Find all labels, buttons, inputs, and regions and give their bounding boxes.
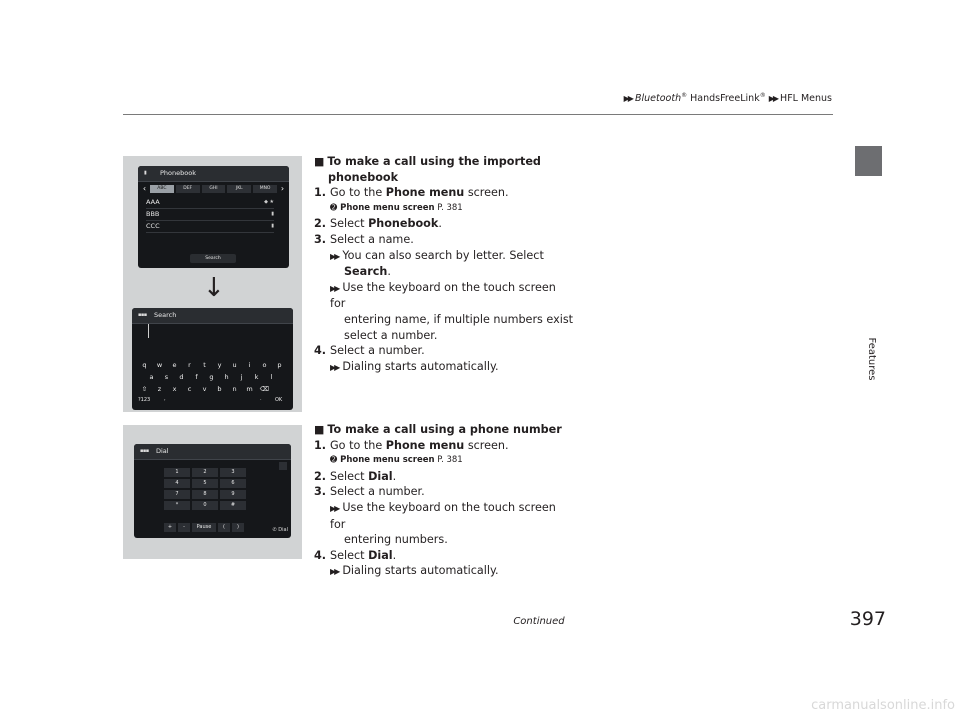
dial-key-close-paren: )	[232, 523, 244, 532]
watermark: carmanualsonline.info	[811, 698, 955, 713]
dial-keypad	[164, 468, 246, 510]
phonebook-tabs	[140, 184, 287, 193]
key: b	[217, 385, 222, 393]
step-1: 1. Go to the Phone menu screen.	[314, 438, 509, 452]
reference-arrow-icon: ➋	[330, 202, 338, 213]
delete-key	[279, 462, 287, 470]
phone-type-icon: ▮	[271, 211, 274, 217]
dial-screen	[134, 444, 291, 538]
key: z	[157, 385, 162, 393]
step-1: 1. Go to the Phone menu screen.	[314, 186, 509, 200]
grid-icon: ▪▪▪	[138, 312, 147, 318]
chevron-left-icon: ‹	[142, 184, 147, 193]
chevron-right-icon: ▶▶	[330, 362, 339, 372]
step-3: 3. Select a number.	[314, 485, 425, 499]
dial-key-minus: -	[178, 523, 190, 532]
key: o	[262, 361, 267, 369]
key: e	[172, 361, 177, 369]
registered-mark: ®	[681, 92, 688, 99]
breadcrumb-hfl-menus: HFL Menus	[780, 93, 832, 105]
key: l	[270, 373, 273, 381]
step-note-cont: entering numbers.	[344, 533, 448, 547]
chevron-right-icon: ▶▶	[330, 251, 339, 261]
section-heading: ■ To make a call using the imported	[314, 155, 541, 168]
step-note: ▶▶ Dialing starts automatically.	[330, 359, 499, 373]
cross-reference: ➋ Phone menu screen P. 381	[330, 455, 463, 466]
keyboard-row-1	[137, 360, 287, 370]
section-phone-number	[314, 422, 574, 580]
phone-icon: ▮	[144, 170, 147, 176]
list-item: BBB ▮	[146, 209, 274, 221]
search-button: Search	[190, 254, 236, 263]
key: q	[142, 361, 147, 369]
square-bullet-icon: ■	[314, 155, 325, 168]
dial-key: 0	[192, 501, 218, 510]
phone-type-icon: ▮	[271, 223, 274, 229]
dial-key: 7	[164, 490, 190, 499]
key: p	[277, 361, 282, 369]
search-title: ▪▪▪ Search	[132, 308, 293, 324]
dial-bottom-row	[164, 523, 244, 532]
step-4: 4. Select a number.	[314, 344, 425, 358]
shift-icon: ⇧	[141, 385, 148, 393]
key: t	[203, 361, 206, 369]
key: w	[156, 361, 163, 369]
side-tab	[855, 146, 882, 176]
tab-jkl: JKL	[227, 185, 251, 193]
section-heading-cont: phonebook	[328, 170, 399, 184]
key-period: .	[260, 396, 262, 402]
key: d	[179, 373, 184, 381]
dial-key-open-paren: (	[218, 523, 230, 532]
key: f	[195, 373, 198, 381]
dial-key: 9	[220, 490, 246, 499]
list-item: CCC ▮	[146, 221, 274, 233]
dial-illustration	[123, 425, 302, 559]
key: n	[232, 385, 237, 393]
cross-reference: ➋ Phone menu screen P. 381	[330, 202, 463, 213]
arrow-down-icon: ↓	[203, 273, 225, 303]
keyboard-row-3	[137, 384, 272, 394]
key-ok: OK	[275, 397, 283, 403]
key: h	[224, 373, 229, 381]
key: u	[232, 361, 237, 369]
key-123: ?123	[138, 397, 151, 403]
keyboard-row-2	[144, 372, 279, 382]
chevron-right-icon: ▶▶	[330, 567, 339, 577]
step-note: ▶▶ You can also search by letter. Select	[330, 248, 544, 262]
key: y	[217, 361, 222, 369]
backspace-icon: ⌫	[259, 385, 270, 393]
search-screen	[132, 308, 293, 410]
phonebook-illustration	[123, 156, 302, 412]
phonebook-screen	[138, 166, 289, 268]
dial-button: ✆ Dial	[272, 527, 288, 533]
dial-key: #	[220, 501, 246, 510]
reference-arrow-icon: ➋	[330, 455, 338, 466]
handset-icon: ✆	[272, 527, 279, 533]
key-comma: ,	[164, 396, 166, 402]
tab-abc: ABC	[150, 185, 174, 193]
dial-key: 3	[220, 468, 246, 477]
step-2: 2. Select Phonebook.	[314, 217, 442, 231]
key: v	[202, 385, 207, 393]
breadcrumb-handsfreelink: HandsFreeLink	[687, 93, 760, 105]
key: c	[187, 385, 192, 393]
step-note-cont: Search.	[344, 265, 391, 279]
chevron-right-icon: ▶▶	[330, 503, 339, 513]
step-note: ▶▶ Use the keyboard on the touch screen for	[330, 500, 556, 531]
key: i	[248, 361, 251, 369]
step-note: ▶▶ Dialing starts automatically.	[330, 564, 499, 578]
dial-title: ▪▪▪ Dial	[134, 444, 291, 460]
list-item: AAA ◆ ★	[146, 197, 274, 209]
section-phonebook	[314, 154, 574, 375]
favorite-star-icon: ◆ ★	[264, 199, 274, 205]
tab-ghi: GHI	[202, 185, 226, 193]
step-note-cont: select a number.	[344, 328, 438, 342]
breadcrumb	[580, 92, 832, 108]
search-input-cursor	[148, 324, 149, 338]
key: m	[246, 385, 253, 393]
side-tab-label: Features	[866, 337, 877, 381]
page-number: 397	[849, 608, 886, 630]
header-rule	[123, 114, 833, 115]
tab-def: DEF	[176, 185, 200, 193]
key: k	[254, 373, 259, 381]
square-bullet-icon: ■	[314, 423, 325, 436]
dial-key: 2	[192, 468, 218, 477]
key: j	[240, 373, 243, 381]
dial-key: 5	[192, 479, 218, 488]
chevron-right-icon: ›	[280, 184, 285, 193]
tab-mno: MNO	[253, 185, 277, 193]
key: r	[188, 361, 191, 369]
dial-key-plus: +	[164, 523, 176, 532]
step-2: 2. Select Dial.	[314, 469, 397, 483]
step-note-cont: entering name, if multiple numbers exist	[344, 312, 574, 326]
step-3: 3. Select a name.	[314, 232, 414, 246]
dial-key: *	[164, 501, 190, 510]
dial-key-pause: Pause	[192, 523, 216, 532]
key: a	[149, 373, 154, 381]
dial-key: 8	[192, 490, 218, 499]
chevron-right-icon: ▶▶	[330, 283, 339, 293]
breadcrumb-arrow-icon: ▶▶	[623, 94, 632, 104]
breadcrumb-bluetooth: Bluetooth	[634, 93, 682, 105]
phonebook-title: ▮ Phonebook	[138, 166, 289, 182]
breadcrumb-arrow-icon: ▶▶	[768, 94, 778, 104]
grid-icon: ▪▪▪	[140, 448, 149, 454]
step-note: ▶▶ Use the keyboard on the touch screen for	[330, 280, 556, 311]
step-4: 4. Select Dial.	[314, 548, 397, 562]
key: s	[164, 373, 169, 381]
section-heading: ■ To make a call using a phone number	[314, 423, 562, 436]
registered-mark: ®	[759, 92, 766, 99]
dial-key: 1	[164, 468, 190, 477]
dial-key: 6	[220, 479, 246, 488]
continued-label: Continued	[513, 616, 565, 627]
key: x	[172, 385, 177, 393]
dial-key: 4	[164, 479, 190, 488]
key: g	[209, 373, 214, 381]
